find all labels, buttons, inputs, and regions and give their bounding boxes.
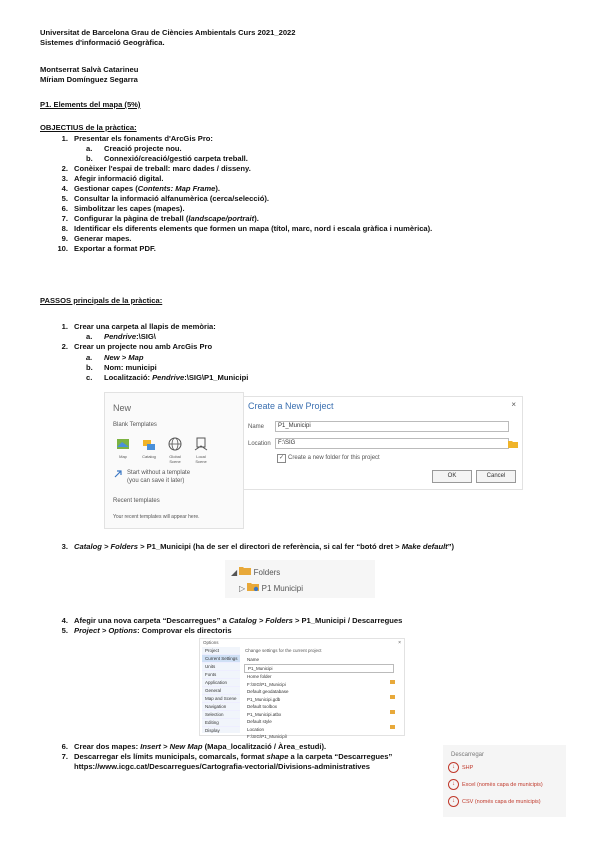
ok-button[interactable]: OK <box>432 470 472 483</box>
location-label: Location <box>248 441 271 447</box>
new-title: New <box>113 403 132 413</box>
download-csv-link[interactable]: ↓ CSV (només capa de municipis) <box>448 794 564 811</box>
list-item: 9. Generar mapes. <box>61 234 132 243</box>
close-icon[interactable]: × <box>511 400 516 409</box>
sidebar-item[interactable]: Current Settings <box>202 655 240 663</box>
field-value[interactable]: Location <box>247 726 265 732</box>
cancel-button[interactable]: Cancel <box>476 470 516 483</box>
download-icon: ↓ <box>448 796 459 807</box>
globe-icon <box>168 437 182 451</box>
field-value[interactable]: P1_Municipi.atbx <box>247 711 282 717</box>
step-7: 7. Descarregar els límits municipals, comarcals, format shape a la carpeta “Descarregues” <box>61 752 393 761</box>
dialog-title: Create a New Project <box>248 401 334 411</box>
arrow-icon <box>113 469 123 482</box>
sidebar-item[interactable]: General <box>202 687 240 695</box>
project-name-input[interactable]: P1_Municipi <box>275 421 509 432</box>
folder-icon[interactable] <box>390 695 395 699</box>
start-without-template[interactable]: Start without a template (you can save it later) <box>127 470 191 484</box>
field-label: Name <box>247 657 260 662</box>
folders-tree-item[interactable]: ◢ Folders <box>231 568 281 577</box>
step-5: 5. Project > Options: Comprovar els directoris <box>61 626 232 635</box>
step-1: 1. Crear una carpeta al llapis de memòria: <box>61 322 216 331</box>
sidebar-item[interactable]: Map and Scene <box>202 695 240 703</box>
local-scene-icon <box>194 437 208 451</box>
step-4: 4. Afegir una nova carpeta “Descarregues” a Catalog > Folders > P1_Municipi / Descarregues <box>61 616 403 625</box>
field-label: Default toolbox <box>247 704 278 709</box>
catalog-folders-panel <box>225 560 375 598</box>
options-fields <box>244 656 394 741</box>
catalog-template-icon <box>142 437 156 451</box>
template-global-scene[interactable]: Global Scene <box>165 437 185 464</box>
new-template-panel <box>104 392 244 529</box>
options-header: Change settings for the current project <box>245 648 322 653</box>
download-title: Descarregar <box>451 752 485 758</box>
template-catalog[interactable]: Catalog <box>139 437 159 459</box>
folder-icon[interactable] <box>390 710 395 714</box>
list-item: a. Creació projecte nou. <box>86 144 182 153</box>
list-item: 8. Identificar els diferents elements que formen un mapa (títol, marc, nord i escala gràfica i numèrica). <box>61 224 433 233</box>
header-line-1: Universitat de Barcelona Grau de Ciències Ambientals Curs 2021_2022 <box>40 28 296 37</box>
field-label: Home folder <box>247 674 272 679</box>
step-2: 2. Crear un projecte nou amb ArcGis Pro <box>61 342 213 351</box>
map-template-icon <box>116 437 130 451</box>
recent-templates-label: Recent templates <box>113 498 160 504</box>
template-local-scene[interactable]: Local Scene <box>191 437 211 464</box>
practice-title: P1. Elements del mapa (5%) <box>40 100 141 109</box>
step-2a: a. New > Map <box>86 353 144 362</box>
recent-templates-note: Your recent templates will appear here. <box>113 514 200 520</box>
download-icon: ↓ <box>448 762 459 773</box>
sidebar-item[interactable]: Display <box>202 727 240 733</box>
sidebar-item[interactable]: Units <box>202 663 240 671</box>
list-item: b. Connexió/creació/gestió carpeta treball. <box>86 154 248 163</box>
list-item: 10. Exportar a format PDF. <box>57 244 156 253</box>
field-value[interactable]: P1_Municipi.gdb <box>247 696 281 702</box>
sidebar-item[interactable]: Editing <box>202 719 240 727</box>
download-panel <box>443 745 566 817</box>
download-shp-link[interactable]: ↓ SHP <box>448 760 564 777</box>
create-project-dialog <box>243 396 523 490</box>
field-label: Default style <box>247 719 272 724</box>
options-dialog <box>199 638 405 739</box>
sidebar-item[interactable]: Application <box>202 679 240 687</box>
list-item: 2. Conèixer l'espai de treball: marc dades / disseny. <box>61 164 251 173</box>
list-item: 7. Configurar la pàgina de treball (landscape/portrait). <box>61 214 259 223</box>
objectives-heading: OBJECTIUS de la pràctica: <box>40 123 137 132</box>
blank-templates-label: Blank Templates <box>113 422 157 428</box>
list-item: 6. Simbolitzar les capes (mapes). <box>61 204 185 213</box>
sidebar-item[interactable]: Selection <box>202 711 240 719</box>
step-1a: a. Pendrive:\SIG\ <box>86 332 156 341</box>
name-label: Name <box>248 424 265 430</box>
create-folder-checkbox[interactable]: ✓ <box>278 455 285 461</box>
folder-icon <box>239 566 251 575</box>
header-line-2: Sistemes d'informació Geogràfica. <box>40 38 165 47</box>
author-1: Montserrat Salvà Catarineu <box>40 65 139 74</box>
browse-folder-icon[interactable] <box>508 439 518 451</box>
options-sidebar <box>202 647 240 733</box>
sidebar-item[interactable]: Project <box>202 647 240 655</box>
folder-icon[interactable] <box>390 680 395 684</box>
folder-home-icon <box>247 582 259 591</box>
step-6: 6. Crear dos mapes: Insert > New Map (Mapa_localització / Àrea_estudi). <box>61 742 327 751</box>
download-url[interactable]: https://www.icgc.cat/Descarregues/Cartografia-vectorial/Divisions-administratives <box>74 762 370 771</box>
download-list <box>448 760 564 811</box>
project-location-input[interactable]: F:\SIG <box>275 438 509 449</box>
download-icon: ↓ <box>448 779 459 790</box>
download-excel-link[interactable]: ↓ Excel (nomès capa de municipis) <box>448 777 564 794</box>
list-item: 1. Presentar els fonaments d'ArcGis Pro: <box>61 134 213 143</box>
step-2b: b. Nom: municipi <box>86 363 157 372</box>
field-value[interactable]: F:\SIG\P1_Municipi\ <box>247 734 288 739</box>
create-folder-label: Create a new folder for this project <box>288 455 380 461</box>
sidebar-item[interactable]: Navigation <box>202 703 240 711</box>
field-value[interactable]: P1_Municipi <box>244 664 394 674</box>
municipi-tree-item[interactable]: ▷ P1 Municipi <box>239 584 303 593</box>
list-item: 4. Gestionar capes (Contents: Map Frame). <box>61 184 221 193</box>
close-icon[interactable]: × <box>398 640 401 646</box>
folder-icon[interactable] <box>390 725 395 729</box>
step-2c: c. Localització: Pendrive:\SIG\P1_Municipi <box>86 373 249 382</box>
field-value[interactable]: F:\SIG\P1_Municipi <box>247 681 286 687</box>
list-item: 5. Consultar la informació alfanumèrica (cerca/selecció). <box>61 194 269 203</box>
list-item: 3. Afegir informació digital. <box>61 174 164 183</box>
options-title: Options <box>203 640 219 645</box>
field-label: Default geodatabase <box>247 689 289 694</box>
sidebar-item[interactable]: Fonts <box>202 671 240 679</box>
step-3: 3. Catalog > Folders > P1_Municipi (ha de ser el directori de referència, si cal fer “botó dret > Make default”) <box>61 542 455 551</box>
template-map[interactable]: Map <box>113 437 133 459</box>
author-2: Míriam Domínguez Segarra <box>40 75 138 84</box>
steps-heading: PASSOS principals de la pràctica: <box>40 296 163 305</box>
